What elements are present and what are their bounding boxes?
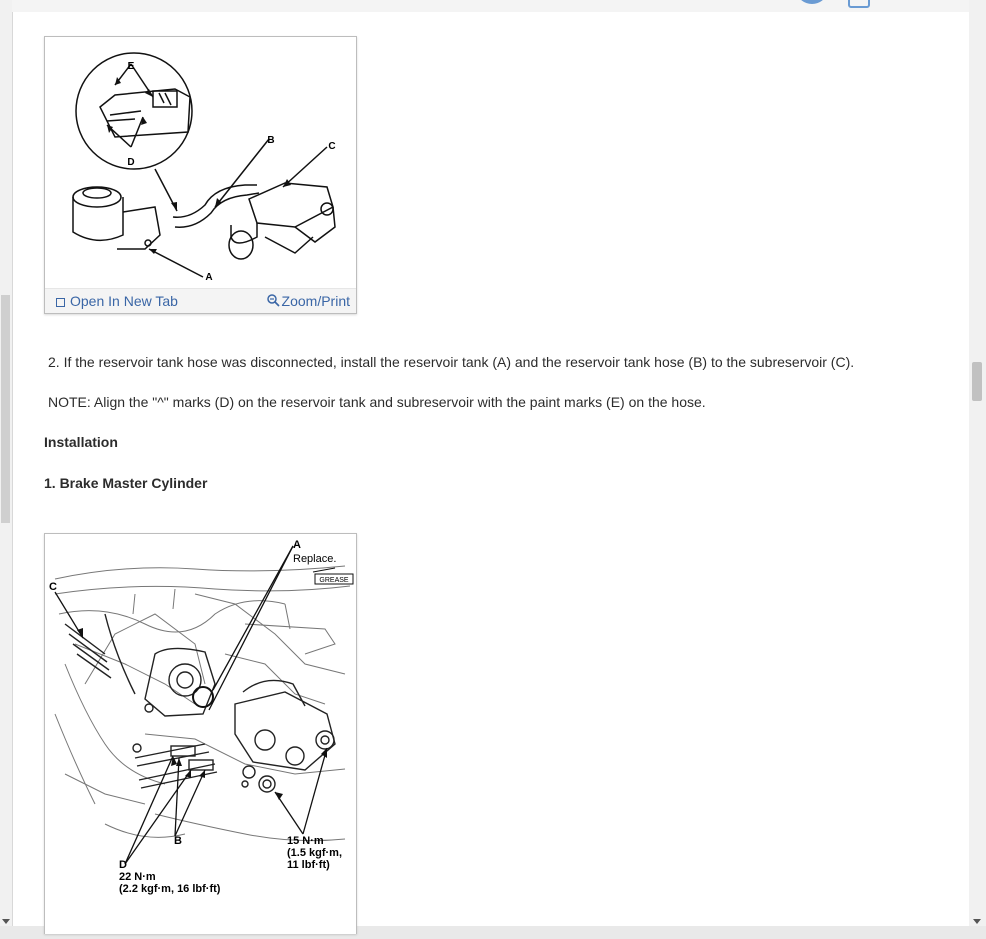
callout-c: C bbox=[49, 581, 57, 593]
torque-d-units: (2.2 kgf·m, 16 lbf·ft) bbox=[119, 883, 221, 895]
callout-d: D bbox=[127, 157, 135, 168]
open-in-new-tab-link[interactable] bbox=[56, 293, 178, 309]
left-scrollbar[interactable] bbox=[0, 0, 12, 926]
chat-icon[interactable] bbox=[848, 0, 870, 8]
master-cylinder-diagram bbox=[45, 534, 356, 934]
master-cylinder-diagram-figure bbox=[44, 533, 357, 934]
callout-a: A bbox=[205, 272, 213, 283]
callout-a: A bbox=[293, 539, 301, 551]
zoom-print-label: Zoom/Print bbox=[281, 293, 350, 309]
right-scroll-down-arrow[interactable] bbox=[973, 919, 981, 924]
torque-r-units-1: (1.5 kgf·m, bbox=[287, 847, 343, 859]
reservoir-diagram bbox=[45, 37, 356, 287]
torque-r-value: 15 N·m bbox=[287, 835, 324, 847]
replace-label: Replace. bbox=[293, 553, 337, 565]
right-scrollbar[interactable] bbox=[969, 0, 986, 926]
document-content bbox=[12, 12, 970, 926]
torque-d-value: 22 N·m bbox=[119, 871, 156, 883]
grease-label: GREASE bbox=[319, 577, 349, 584]
right-scrollbar-thumb[interactable] bbox=[972, 362, 982, 401]
torque-r-units-2: 11 lbf·ft) bbox=[287, 859, 330, 871]
callout-b: B bbox=[267, 135, 275, 146]
open-in-new-tab-label: Open In New Tab bbox=[70, 293, 178, 309]
callout-e: E bbox=[127, 61, 135, 72]
callout-c: C bbox=[328, 141, 336, 152]
callout-d: D bbox=[119, 859, 127, 871]
left-scrollbar-thumb[interactable] bbox=[1, 295, 10, 523]
brake-master-cylinder-heading: 1. Brake Master Cylinder bbox=[44, 475, 208, 491]
reservoir-diagram-figure bbox=[44, 36, 357, 314]
figure-action-bar bbox=[45, 288, 356, 313]
zoom-print-link[interactable] bbox=[267, 293, 350, 309]
installation-heading: Installation bbox=[44, 434, 118, 450]
note-text: NOTE: Align the "^" marks (D) on the reservoir tank and subreservoir with the paint marks (E) on the hose. bbox=[48, 394, 706, 410]
left-scroll-down-arrow[interactable] bbox=[2, 919, 10, 924]
user-avatar-icon[interactable] bbox=[798, 0, 826, 4]
step-2-text: 2. If the reservoir tank hose was disconnected, install the reservoir tank (A) and the reservoir tank hose (B) to the subreservoir (C). bbox=[48, 354, 855, 370]
callout-b: B bbox=[174, 835, 182, 847]
new-tab-icon bbox=[56, 298, 65, 307]
zoom-icon bbox=[267, 294, 280, 307]
